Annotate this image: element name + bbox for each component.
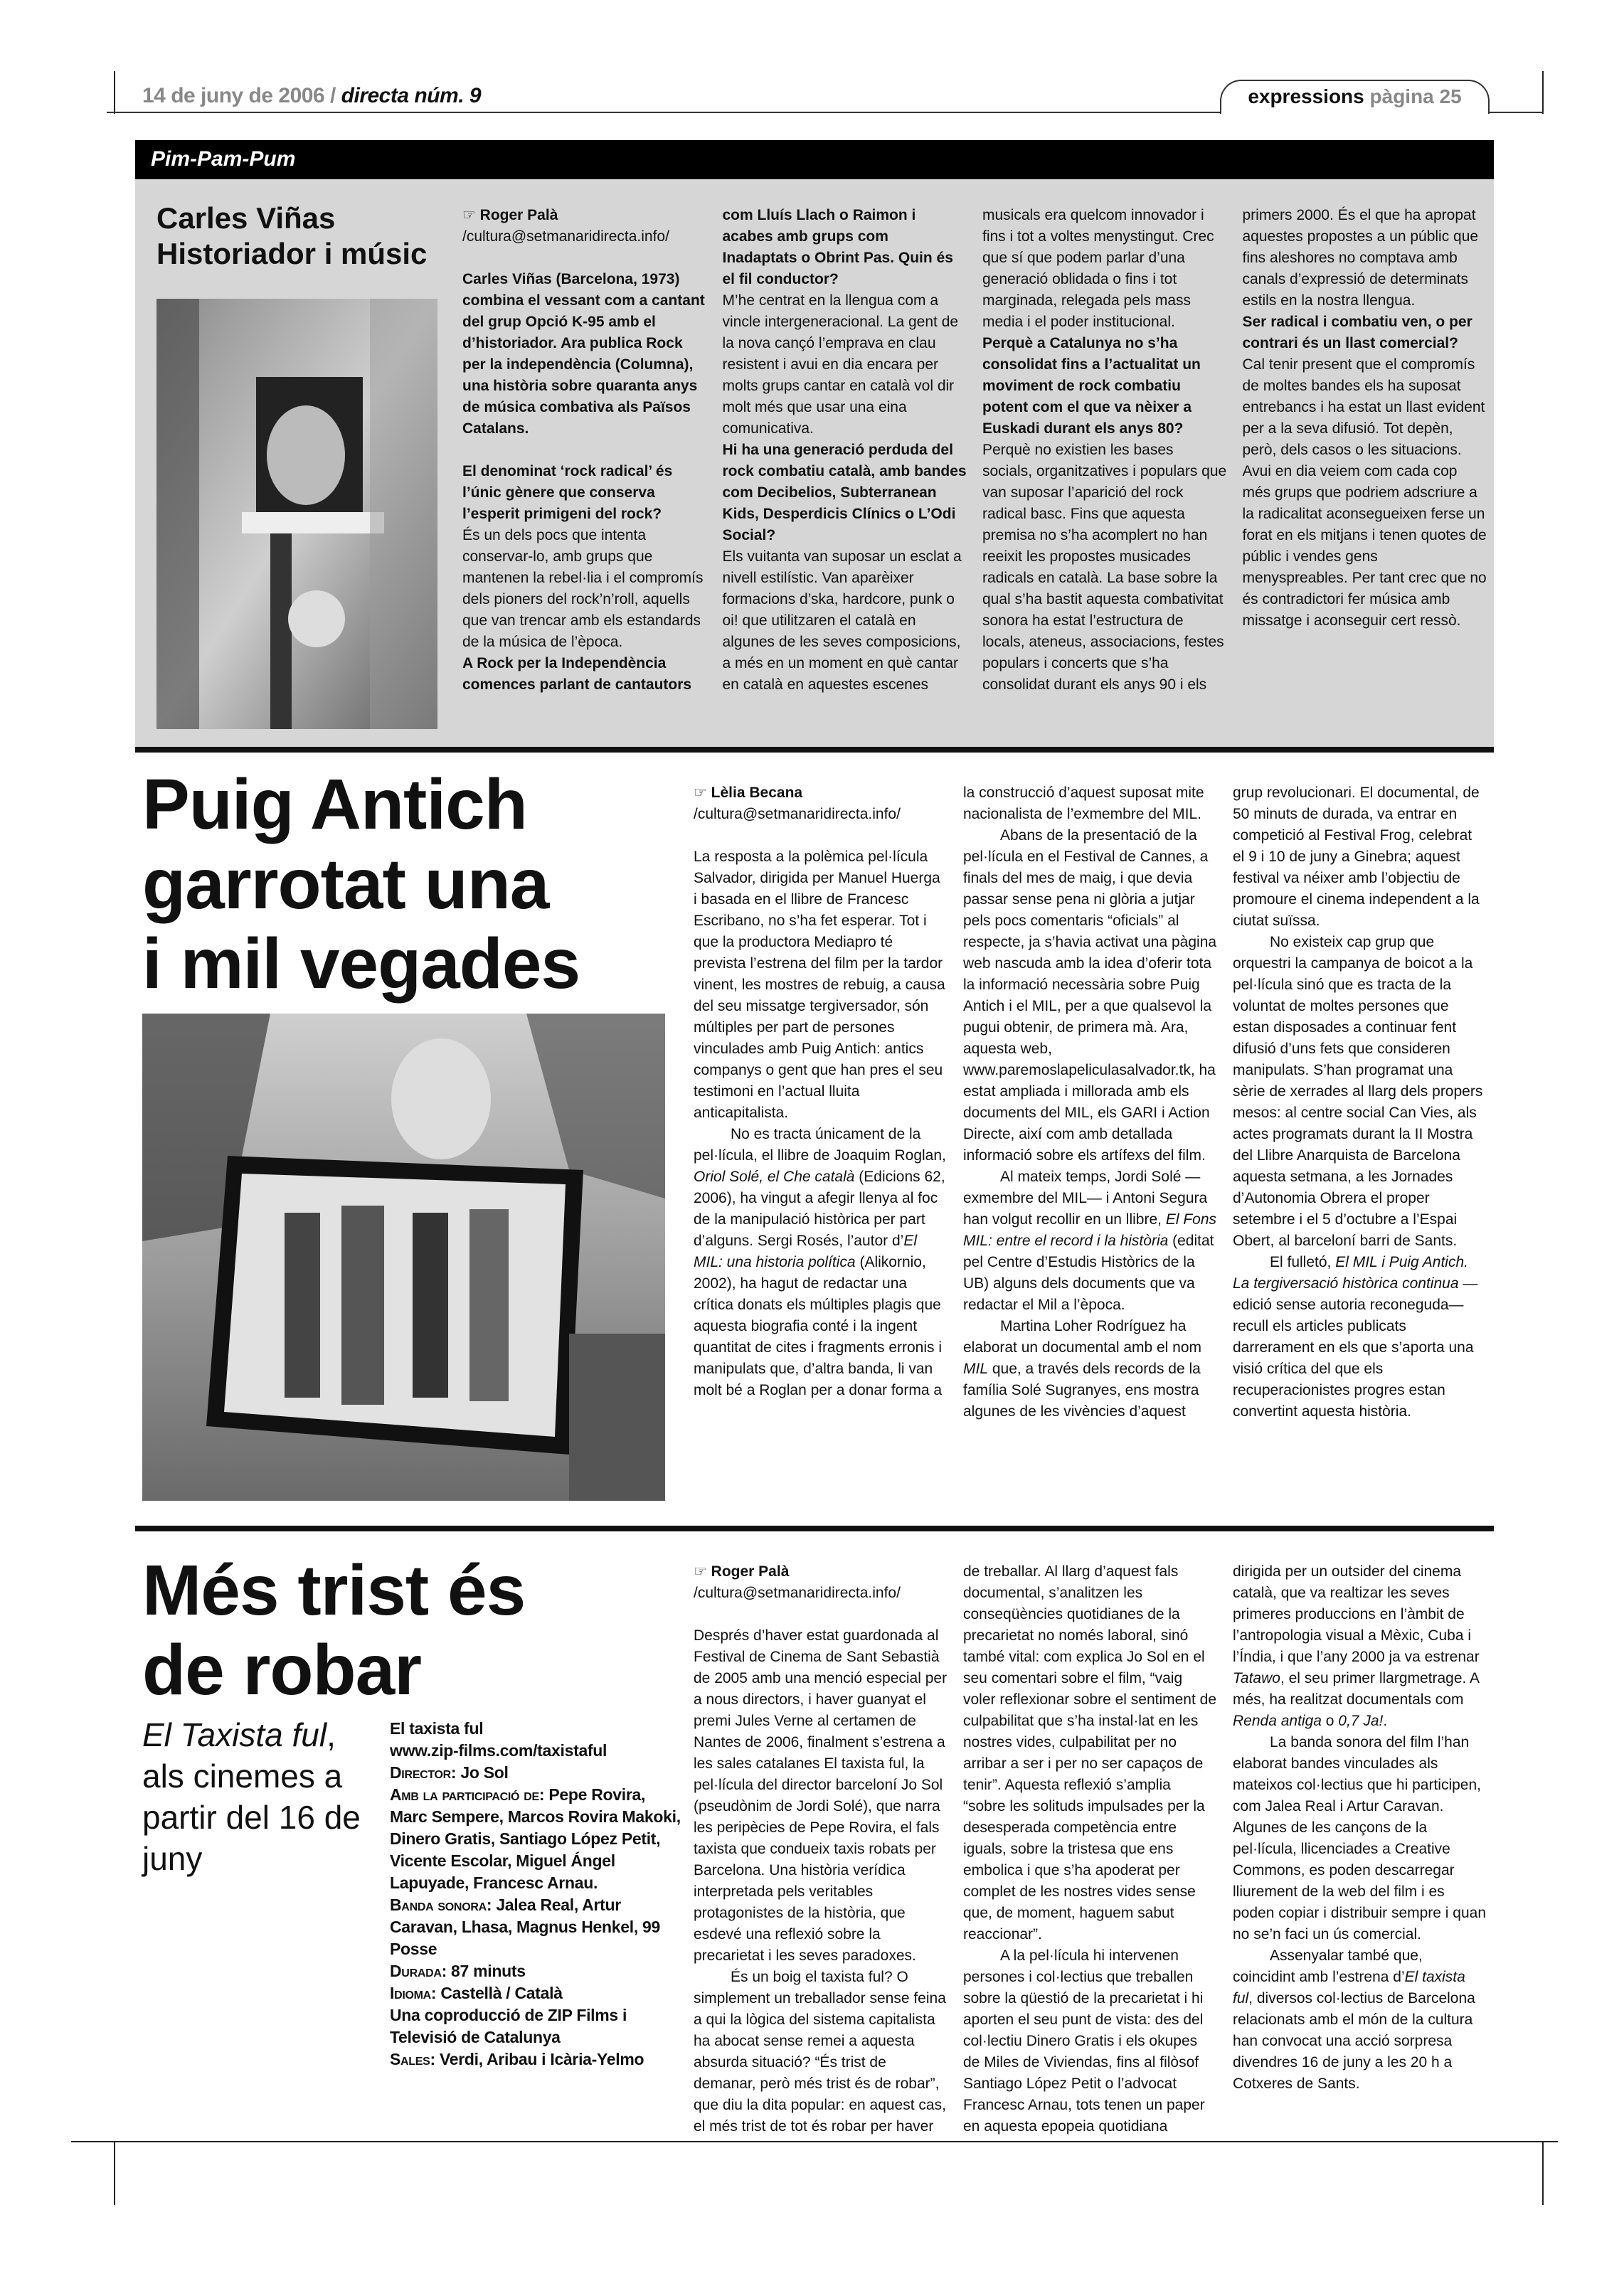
portrait-image [156, 299, 437, 729]
author-email: /cultura@setmanaridirecta.info/ [694, 806, 901, 822]
headline-line: de robar [142, 1630, 422, 1710]
paragraph-text: No es tracta únicament de la pel·lícula, el llibre de Joaquim Roglan, [694, 1126, 946, 1164]
paragraph-text: Oriol Solé, el Che català [694, 1169, 855, 1185]
section-bar [135, 140, 1494, 179]
paragraph-text: Martina Loher Rodríguez ha elaborat un documental amb el nom [963, 1318, 1202, 1356]
author-name: Roger Palà [711, 1563, 790, 1580]
paragraph-text: La banda sonora del film l’han elaborat bandes vinculades als mateixos col·lectius que hi participen, com Jalea Real i Artur Caravan. Algunes de les cançons de la pel·lícula, llicenciades a Creative Commons, es poden descarregar lliurement de la web del film i es poden copiar i distribuir sempre i quan no se’n faci un ús comercial. [1233, 1734, 1487, 1942]
pointing-hand-icon: ☞ [694, 1563, 711, 1580]
paragraph-text: . [1383, 1713, 1388, 1729]
article1-body [694, 782, 1487, 1423]
info-row [390, 1718, 681, 1740]
headline-line: Puig Antich [142, 765, 527, 844]
crop-mark [1542, 71, 1544, 114]
paragraph-text: (Alikornio, 2002), ha hagut de redactar una crítica donats els múltiples plagis que aquesta biografia conté i la ingent quantitat de cites i fragments erronis i manipulats que, d’altra banda, li van molt bé a Roglan per a donar forma a la construcció d’aquest suposat mite nacionalista de l’exmembre del MIL. [694, 785, 1204, 1398]
info-value: El taxista ful [390, 1719, 484, 1738]
info-row [390, 1982, 681, 2004]
paragraph-text: És un boig el taxista ful? O simplement un treballador sense feina a qui la lògica del sistema capitalista ha abocat sense remei a aquesta absurda situació? “És trist de demanar, però més trist és de robar”, que diu la dita popular: en aquest cas, el més trist de tot és robar per haver de treballar. Al llarg d’aquest fals documental, s’analitzen les conseqüències quotidianes de la precarietat no només laboral, sinó també vital: com explica Jo Sol en el seu comentari sobre el film, “vaig voler reflexionar sobre el sentiment de culpabilitat que s’ha instal·lat en les nostres vides, culpabilitat per no arribar a ser i per no ser capaços de tenir”. Aquesta reflexió s’amplia “sobre les solituds impulsades per la desesperada competència entre iguals, sobre la tristesa que ens embolica i que s’ha apoderat per complet de les nostres vides sense que, de moment, haguem sabut reaccionar”. [694, 1563, 1217, 2135]
interview-title [156, 201, 427, 272]
crop-mark [71, 2141, 1558, 2142]
interview-question: El denominat ‘rock radical’ és l’únic gènere que conserva l’esperit primigeni del rock? [462, 463, 673, 522]
info-row [390, 2048, 681, 2071]
info-row [390, 1784, 681, 1894]
page-header-left [142, 84, 481, 108]
interview-answer: És un dels pocs que intenta conservar-lo, amb grups que mantenen la rebel·lia i el compromís dels pioners del rock’n’roll, aquells que van trencar amb els estandards de la música de l’època. [462, 527, 704, 650]
info-row [390, 2004, 681, 2048]
article-paragraph [963, 825, 1217, 1166]
headline-line: garrotat una [142, 844, 549, 924]
byline [694, 1561, 948, 1583]
info-label: Banda sonora: [390, 1896, 492, 1914]
article2-subtitle [142, 1714, 377, 1879]
paragraph-text: , diversos col·lectius de Barcelona relacionats amb el món de la cultura han convocat una acció sorpresa divendres 16 de juny a les 20 h a Cotxeres de Sants. [1233, 1990, 1475, 2092]
interview-answer: M’he centrat en la llengua com a vincle intergeneracional. La gent de la nova cançó l’emprava en clau resistent i avui en dia encara per molts grups cantar en català vol dir molt més que usar una eina comunicativa. [722, 292, 959, 437]
paragraph-text: El MIL i Puig Antich. La tergiversació històrica continua [1233, 1254, 1468, 1292]
section-name: expressions [1248, 85, 1364, 107]
info-value: 87 minuts [451, 1962, 526, 1980]
info-row [390, 1740, 681, 1762]
article-paragraph [1233, 1732, 1487, 1945]
interview-lead: Carles Viñas (Barcelona, 1973) combina el vessant com a cantant del grup Opció K-95 amb el d’historiador. Ara publica Rock per la independència (Columna), una història sobre quaranta anys de música combativa als Països Catalans. [462, 271, 705, 437]
paragraph-text: Renda antiga [1233, 1713, 1322, 1729]
crop-mark [114, 2141, 115, 2205]
interview-question: Ser radical i combatiu ven, o per contrari és un llast comercial? [1242, 314, 1472, 351]
info-label: Durada: [390, 1962, 447, 1980]
interview-question: Perquè a Catalunya no s’ha consolidat fins a l’actualitat un moviment de rock combatiu potent com el que va nèixer a Euskadi durant els anys 80? [982, 335, 1201, 437]
crop-mark [1542, 2141, 1544, 2205]
author-email: /cultura@setmanaridirecta.info/ [462, 228, 669, 245]
paragraph-text: Abans de la presentació de la pel·lícula en el Festival de Cannes, a finals del mes de maig, i que devia passar sense pena ni glòria a jutjar pels pocs comentaris “oficials” al respecte, ja s’havia activat una pàgina web nascuda amb la idea d’oferir tota la informació necessària sobre Puig Antich i el MIL, per a que qualsevol la pugui obtenir, de primera mà. Ara, aquesta web, www.paremoslapeliculasalvador.tk, ha estat ampliada i millorada amb els documents del MIL, els GARI i Action Directe, així com amb detallada informació sobre els artífexs del film. [963, 827, 1217, 1164]
article-paragraph [1233, 932, 1487, 1252]
paragraph-text: Al mateix temps, Jordi Solé —exmembre del MIL— i Antoni Segura han volgut recollir en un llibre, [963, 1169, 1208, 1228]
article1-headline [142, 765, 580, 1004]
paragraph-text: que, a través dels records de la família Solé Sugranyes, ens mostra algunes de les vivències d’aquest grup revolucionari. El documental, de 50 minuts de durada, va entrar en competició al Festival Frog, celebrat el 9 i 10 de juny a Ginebra; aquest festival va néixer amb l’objectiu de promoure el cinema independent a la ciutat suïssa. [963, 785, 1480, 1420]
author-email: /cultura@setmanaridirecta.info/ [694, 1585, 901, 1601]
info-row [390, 1894, 681, 1960]
subtitle-text: als cinemes a partir del 16 de juny [142, 1758, 361, 1877]
pointing-hand-icon: ☞ [694, 785, 711, 801]
paragraph-text: El fulletó, [1270, 1254, 1336, 1270]
paragraph-text: Assenyalar també que, coincidint amb l’estrena d’ [1233, 1947, 1423, 1985]
paragraph-text: , el seu primer llargmetrage. A més, ha realitzat documentals com [1233, 1670, 1479, 1708]
article-paragraph [694, 846, 948, 1124]
byline [694, 782, 948, 804]
publication-name: directa núm. 9 [341, 84, 482, 107]
article-paragraph [694, 1625, 948, 1967]
crop-mark [114, 71, 115, 114]
paragraph-text: La resposta a la polèmica pel·lícula Salvador, dirigida per Manuel Huerga i basada en el llibre de Francesc Escribano, no s’ha fet esperar. Tot i que la productora Mediapro té prevista l’estrena del film per la tardor vinent, les mostres de rebuig, a causa del seu missatge tergiversador, són múltiples per part de persones vinculades amb Puig Antich: antics companys o gent que han pres el seu testimoni en l’actual lluita anticapitalista. [694, 849, 945, 1121]
interview-title-name: Carles Viñas [156, 201, 336, 235]
headline-line: Més trist és [142, 1551, 526, 1630]
paragraph-text: El MIL: una historia política [694, 1233, 918, 1270]
paragraph-text: —edició sense autoria reconeguda— recull els articles publicats darrerament en els que s’aporta una visió crítica del que els recuperacionistes progres estan convertint aquesta història. [1233, 1275, 1478, 1420]
paragraph-text: Després d’haver estat guardonada al Festival de Cinema de Sant Sebastià de 2005 amb una menció especial per a nous directors, i haver guanyat el premi Jules Verne al certamen de Nantes de 2006, finalment s’estrena a les sales catalanes El taxista ful, la pel·lícula del director barceloní Jo Sol (pseudònim de Jordi Solé), que narra les peripècies de Pepe Rovira, el fals taxista que condueix taxis robats per Barcelona. Una història verídica interpretada pels veritables protagonistes de la història, que esdevé una reflexió sobre la precarietat i les seves paradoxes. [694, 1627, 948, 1964]
info-label: Director: [390, 1763, 457, 1782]
info-row [390, 1960, 681, 1982]
info-value: Pepe Rovira, Marc Sempere, Marcos Rovira Makoki, Dinero Gratis, Santiago López Petit, Vicente Escolar, Miguel Ángel Lapuyade, Francesc Arnau. [390, 1785, 681, 1892]
paragraph-text: MIL [963, 1361, 989, 1377]
info-value: Jalea Real, Artur Caravan, Lhasa, Magnus Henkel, 99 Posse [390, 1896, 660, 1958]
interview-title-role: Historiador i músic [156, 237, 428, 270]
paragraph-text: El Fons MIL: entre el record i la història [963, 1211, 1217, 1249]
section-tab [1220, 80, 1490, 114]
film-title: El Taxista ful [142, 1716, 327, 1753]
paragraph-text: Tatawo [1233, 1670, 1280, 1686]
paragraph-text: 0,7 Ja! [1338, 1713, 1384, 1729]
interview-answer: Cal tenir present que el compromís de moltes bandes els ha suposat entrebancs i ha estat un llast evident per a la seva difusió. Tot depèn, però, dels casos o les situacions. Avui en dia veiem com cada cop més grups que podriem adscriure a la radicalitat aconsegueixen ferse un forat en els mitjans i tenen quotes de públic i vendes gens menyspreables. Per tant crec que no és contradictori fer música amb missatge i aconseguir cert ressò. [1242, 356, 1487, 629]
info-row [390, 1762, 681, 1784]
info-value: Verdi, Aribau i Icària-Yelmo [439, 2050, 644, 2068]
headline-line: i mil vegades [142, 924, 580, 1004]
article2-body [694, 1561, 1487, 2137]
author-name: Lèlia Becana [711, 785, 803, 801]
interview-question: Hi ha una generació perduda del rock combatiu català, amb bandes com Decibelios, Subterranean Kids, Desperdicis Clínics o L’Odi Social? [722, 442, 967, 543]
info-label: Amb la participació de: [390, 1785, 545, 1804]
section-divider [135, 747, 1494, 753]
interview-question: A Rock per la Independència comences parlant de cantautors com Lluís Llach o Raimon i acabes amb grups com Inadaptats o Obrint Pas. Quin és el fil conductor? [462, 207, 953, 693]
pointing-hand-icon: ☞ [462, 207, 480, 223]
section-divider [135, 1526, 1494, 1531]
interview-answer: Els vuitanta van suposar un esclat a nivell estilístic. Van aparèixer formacions d’ska, hardcore, punk o oi! que utilitzaren el català en algunes de les seves composicions, a més en un moment en què cantar en català en aquestes escenes musicals era quelcom innovador i fins i tot a voltes menystingut. Crec que sí que podem parlar d’una generació oblidada o fins i tot marginada, relegada pels mass media i el poder institucional. [722, 207, 1214, 693]
subtitle-comma: , [327, 1716, 336, 1753]
info-label: Sales: [390, 2050, 435, 2068]
info-label: Idioma: [390, 1984, 437, 2002]
page-number: pàgina 25 [1369, 85, 1462, 107]
article-paragraph [963, 1166, 1217, 1316]
paragraph-text: (editat pel Centre d’Estudis Històrics de la UB) alguns dels documents que va redactar el Mil a l’època. [963, 1233, 1214, 1313]
interview-answer: Perquè no existien les bases socials, organitzatives i populars que van suposar l’aparició del rock radical basc. Fins que aquesta premisa no s’ha acomplert no han reeixit les propostes musicades radicals en català. La base sobre la qual s’ha bastit aquesta combativitat sonora ha estat l’estructura de locals, ateneus, associacions, festes populars i concerts que s’ha consolidat durant els anys 90 i els primers 2000. És el que ha apropat aquestes propostes a un públic que fins aleshores no comptava amb canals d’expressió de determinats estils en la nostra llengua. [982, 207, 1479, 693]
info-value: Castellà / Català [440, 1984, 563, 2002]
paragraph-text: (Edicions 62, 2006), ha vingut a afegir llenya al foc de la manipulació històrica per part d’alguns. Sergi Rosés, l’autor d’ [694, 1169, 945, 1249]
interview-photo [156, 299, 437, 729]
paragraph-text: o [1321, 1713, 1339, 1729]
paragraph-text: El taxista ful [1233, 1969, 1465, 2007]
article2-headline [142, 1551, 525, 1710]
issue-date: 14 de juny de 2006 / [142, 84, 336, 107]
article-paragraph [1233, 1945, 1487, 2095]
info-value: Jo Sol [460, 1763, 509, 1782]
author-name: Roger Palà [479, 207, 558, 223]
article-paragraph [1233, 1252, 1487, 1423]
film-info-box [390, 1718, 681, 2071]
section-label: Pim-Pam-Pum [151, 147, 296, 171]
info-value: www.zip-films.com/taxistaful [390, 1741, 607, 1760]
byline [462, 205, 707, 226]
photo-image [142, 1014, 665, 1501]
info-value: Una coproducció de ZIP Films i Televisió de Catalunya [390, 2006, 627, 2046]
article1-photo [142, 1014, 665, 1501]
paragraph-text: No existeix cap grup que orquestri la campanya de boicot a la pel·lícula sinó que es tracta de la voluntat de moltes persones que estan disposades a continuar fent difusió d’uns fets que consideren manipulats. S’han programat una sèrie de xerrades al llarg dels propers mesos: al centre social Can Vies, als actes programats durant la II Mostra del Llibre Anarquista de Barcelona aquesta setmana, a les Jornades d’Autonomia Obrera el proper setembre i el 5 d’octubre a l’Espai Obert, al barceloní barri de Sants. [1233, 934, 1483, 1249]
interview-body [462, 205, 1487, 696]
paragraph-text: A la pel·lícula hi intervenen persones i col·lectius que treballen sobre la qüestió de la precarietat i hi aporten el seu punt de vista: des del col·lectiu Dinero Gratis i els okupes de Miles de Viviendas, fins al filòsof Santiago López Petit o l’advocat Francesc Arnau, tots tenen un paper en aquesta epopeia quotidiana dirigida per un outsider del cinema català, que va realtizar les seves primeres produccions en l’àmbit de l’antropologia visual a Mèxic, Cuba i l’Índia, i que l’any 2000 ja va estrenar [963, 1563, 1480, 2135]
